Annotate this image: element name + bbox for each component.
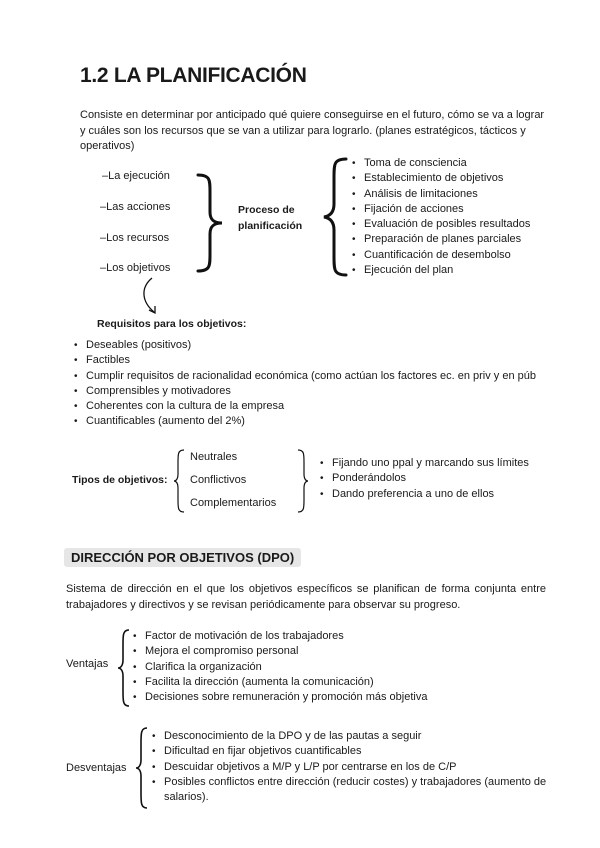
planning-right-brace — [196, 172, 226, 274]
planning-left-item: –Los objetivos — [100, 262, 171, 274]
intro-paragraph: Consiste en determinar por anticipado qué quiere conseguirse en el futuro, cómo se va a lograr y cuáles son los recursos que se van a utilizar para lograrlo. (planes estratégicos, tácticos y operativos) — [80, 109, 545, 152]
list-item: • Cumplir requisitos de racionalidad económica (como actúan los factores ec. en priv y en púb — [74, 369, 536, 384]
disadvantages-brace — [134, 726, 150, 810]
type-kind: Neutrales — [190, 451, 238, 463]
list-item: • Factor de motivación de los trabajadores — [133, 629, 427, 644]
list-item: • Decisiones sobre remuneración y promoción más objetiva — [133, 690, 427, 705]
list-item: • Establecimiento de objetivos — [352, 171, 530, 186]
list-item: • Posibles conflictos entre dirección (reducir costes) y trabajadores (aumento de salarios). — [152, 775, 552, 806]
planning-process-label-line1: Proceso de — [238, 204, 295, 216]
advantages-list — [133, 629, 427, 705]
list-item: • Preparación de planes parciales — [352, 232, 530, 247]
list-item: • Factibles — [74, 353, 536, 368]
list-item: • Ejecución del plan — [352, 263, 530, 278]
dpo-heading: DIRECCIÓN POR OBJETIVOS (DPO) — [64, 548, 301, 567]
planning-steps-list — [352, 156, 530, 278]
types-actions-list — [320, 456, 529, 502]
list-item: • Ponderándolos — [320, 471, 529, 486]
list-item: • Análisis de limitaciones — [352, 187, 530, 202]
disadvantages-label: Desventajas — [66, 762, 127, 774]
list-item: • Comprensibles y motivadores — [74, 384, 536, 399]
list-item: • Cuantificables (aumento del 2%) — [74, 414, 536, 429]
planning-left-item: –Los recursos — [100, 232, 170, 244]
planning-left-item: –La ejecución — [102, 170, 170, 182]
list-item: • Toma de consciencia — [352, 156, 530, 171]
disadvantages-list — [152, 729, 552, 805]
list-item: • Descuidar objetivos a M/P y L/P por centrarse en los de C/P — [152, 760, 552, 775]
advantages-label: Ventajas — [66, 658, 109, 670]
list-item: • Mejora el compromiso personal — [133, 644, 427, 659]
list-item: • Deseables (positivos) — [74, 338, 536, 353]
advantages-brace — [116, 628, 132, 708]
list-item: • Evaluación de posibles resultados — [352, 217, 530, 232]
list-item: • Fijación de acciones — [352, 202, 530, 217]
list-item: • Fijando uno ppal y marcando sus límites — [320, 456, 529, 471]
list-item: • Dificultad en fijar objetivos cuantificables — [152, 744, 552, 759]
requirements-list — [74, 338, 536, 430]
list-item: • Desconocimiento de la DPO y de las pautas a seguir — [152, 729, 552, 744]
planning-left-item: –Las acciones — [100, 201, 171, 213]
list-item: • Clarifica la organización — [133, 660, 427, 675]
planning-steps-brace — [322, 156, 350, 278]
curved-arrow-icon — [138, 276, 168, 318]
requirements-heading: Requisitos para los objetivos: — [97, 318, 247, 330]
list-item: • Coherentes con la cultura de la empresa — [74, 399, 536, 414]
list-item: • Cuantificación de desembolso — [352, 248, 530, 263]
types-left-brace — [172, 448, 188, 514]
planning-process-label-line2: planificación — [238, 220, 303, 232]
list-item: • Dando preferencia a uno de ellos — [320, 487, 529, 502]
types-right-brace — [294, 448, 310, 514]
page-title: 1.2 LA PLANIFICACIÓN — [80, 64, 307, 87]
list-item: • Facilita la dirección (aumenta la comunicación) — [133, 675, 427, 690]
type-kind: Complementarios — [190, 497, 277, 509]
dpo-definition: Sistema de dirección en el que los objetivos específicos se planifican de forma conjunta entre trabajadores y directivos y se revisan periódicamente para observar su progreso. — [66, 583, 546, 611]
types-label: Tipos de objetivos: — [72, 474, 168, 486]
planning-process-label — [238, 202, 302, 234]
type-kind: Conflictivos — [190, 474, 247, 486]
